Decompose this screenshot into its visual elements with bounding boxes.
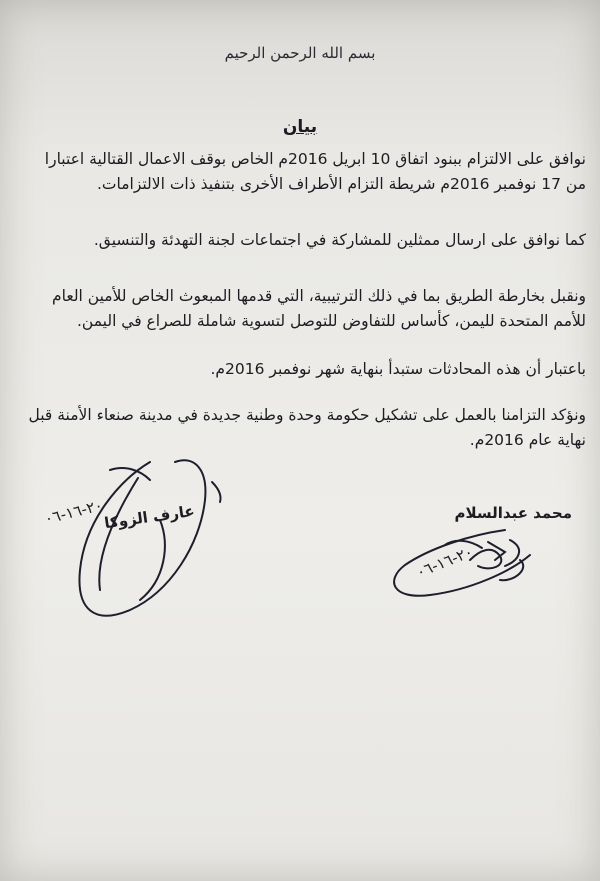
paragraph-line: ونؤكد التزامنا بالعمل على تشكيل حكومة وحدة وطنية جديدة في مدينة صنعاء الأمنة قبل — [28, 406, 586, 424]
paragraph-line: باعتبار أن هذه المحادثات ستبدأ بنهاية شهر نوفمبر 2016م. — [210, 360, 586, 378]
paragraph-line: ونقبل بخارطة الطريق بما في ذلك الترتيبية، التي قدمها المبعوث الخاص للأمين العام — [52, 287, 586, 305]
signature-date: ٢٠-١٦-٠٦ — [42, 496, 105, 528]
document-title: بيان — [282, 117, 318, 137]
signature-name: محمد عبدالسلام — [454, 504, 572, 522]
signature-date: ٢٠-١٦-٠٦ — [413, 542, 476, 582]
basmala: بسم الله الرحمن الرحيم — [224, 44, 376, 62]
paragraph-line: كما نوافق على ارسال ممثلين للمشاركة في اجتماعات لجنة التهدئة والتنسيق. — [93, 231, 586, 249]
paragraph-line: نهاية عام 2016م. — [469, 431, 586, 449]
signature-name: عارف الزوكا — [103, 501, 196, 533]
paragraph-line: من 17 نوفمبر 2016م شريطة التزام الأطراف الأخرى بتنفيذ ذات الالتزامات. — [96, 175, 586, 193]
paragraph-line: للأمم المتحدة لليمن، كأساس للتفاوض للتوصل لتسوية شاملة للصراع في اليمن. — [76, 312, 586, 330]
paragraph-line: نوافق على الالتزام ببنود اتفاق 10 ابريل 2016م الخاص بوقف الاعمال القتالية اعتبارا — [44, 150, 586, 168]
